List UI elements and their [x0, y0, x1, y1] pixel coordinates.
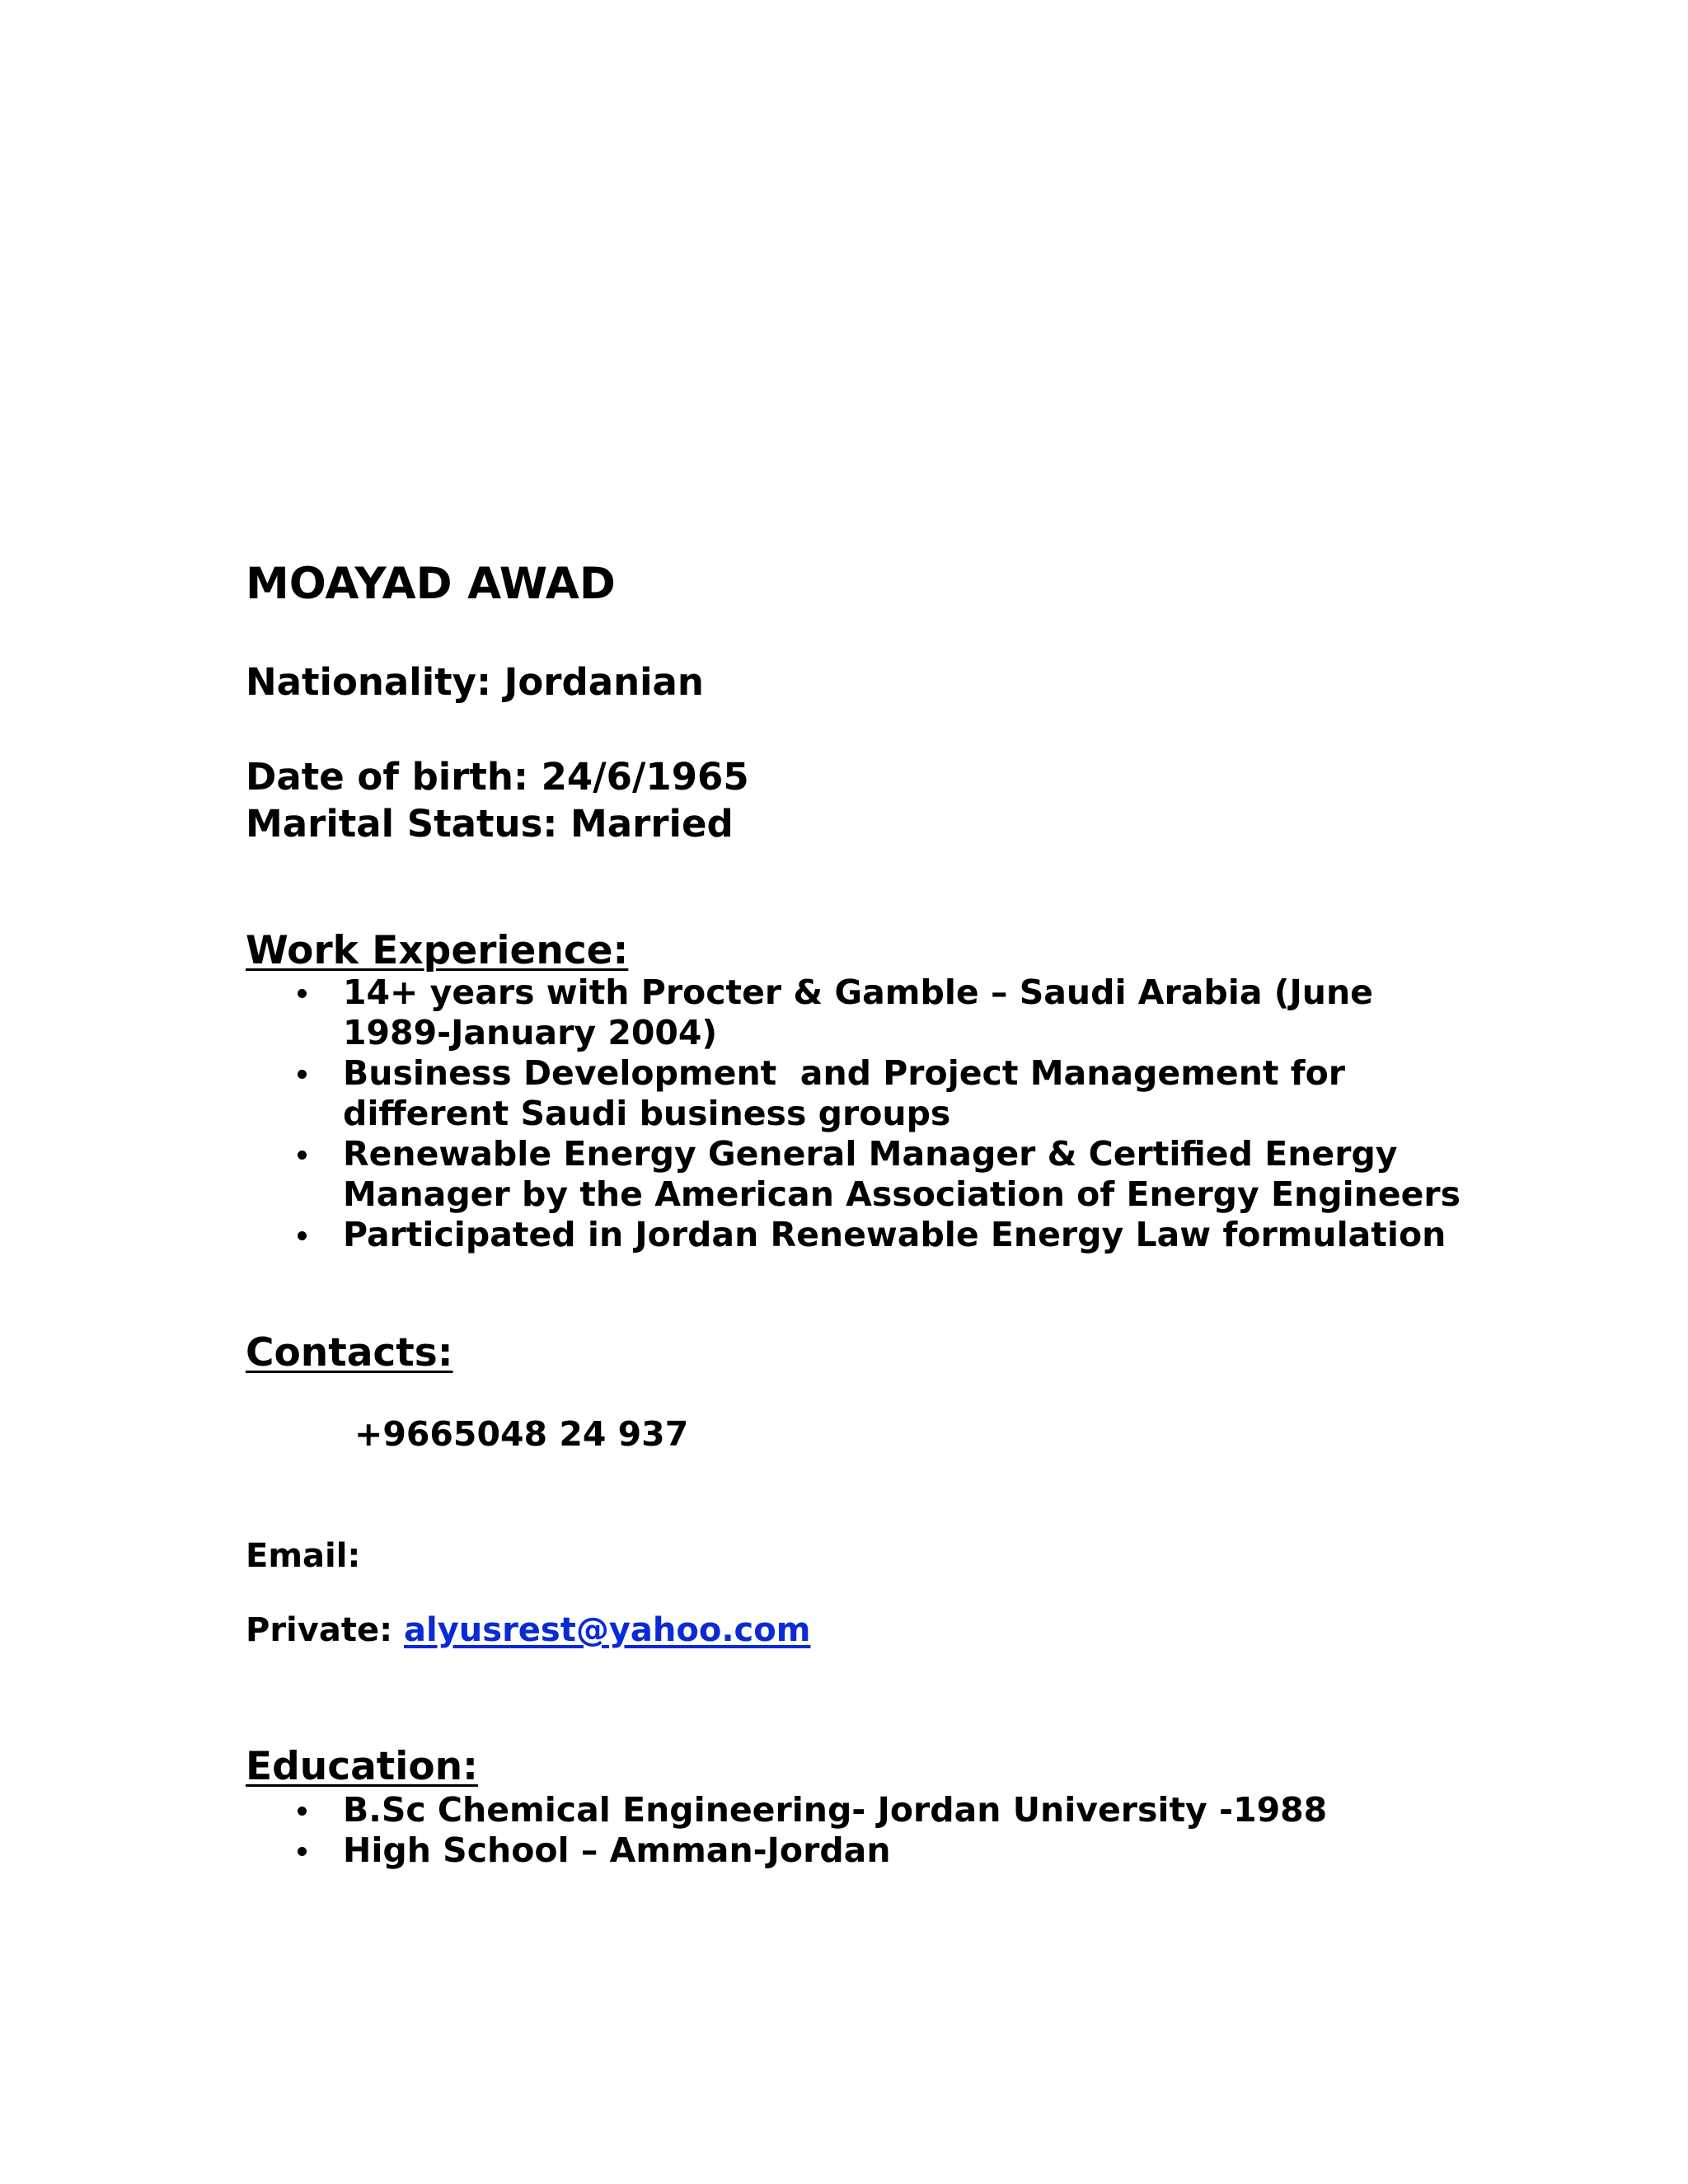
work-experience-list — [246, 972, 1461, 1255]
list-item-line: Participated in Jordan Renewable Energy Law formulation — [343, 1215, 1447, 1254]
date-of-birth: Date of birth: 24/6/1965 — [246, 755, 749, 799]
list-item — [246, 1790, 1327, 1830]
list-item-line: 1989-January 2004) — [343, 1013, 718, 1052]
private-label: Private: — [246, 1611, 404, 1649]
list-item — [246, 1134, 1461, 1215]
private-email-link[interactable]: alyusrest@yahoo.com — [404, 1611, 811, 1649]
list-item-line: High School – Amman-Jordan — [343, 1830, 891, 1870]
marital-status: Marital Status: Married — [246, 802, 734, 846]
bullet-icon — [298, 1847, 307, 1856]
work-experience-heading: Work Experience: — [246, 928, 629, 973]
list-item-line: Business Development and Project Management for — [343, 1053, 1346, 1093]
list-item-line: Manager by the American Association of Energy Engineers — [343, 1174, 1461, 1214]
education-heading: Education: — [246, 1744, 478, 1789]
phone-number: +9665048 24 937 — [354, 1414, 689, 1454]
bullet-icon — [298, 1070, 307, 1079]
list-item — [246, 1215, 1461, 1255]
list-item-line: 14+ years with Procter & Gamble – Saudi Arabia (June — [343, 972, 1373, 1012]
nationality: Nationality: Jordanian — [246, 660, 704, 704]
contacts-heading: Contacts: — [246, 1330, 453, 1376]
list-item — [246, 1053, 1461, 1134]
bullet-icon — [298, 1151, 307, 1160]
list-item — [246, 972, 1461, 1053]
private-email-line — [246, 1609, 810, 1652]
bullet-icon — [298, 1231, 307, 1240]
list-item-line: different Saudi business groups — [343, 1094, 951, 1133]
bullet-icon — [298, 1807, 307, 1816]
education-list — [246, 1790, 1327, 1871]
list-item-line: Renewable Energy General Manager & Certified Energy — [343, 1134, 1398, 1174]
bullet-icon — [298, 989, 307, 998]
email-label: Email: — [246, 1537, 361, 1575]
person-name: MOAYAD AWAD — [246, 559, 616, 609]
list-item — [246, 1830, 1327, 1871]
list-item-line: B.Sc Chemical Engineering- Jordan University -1988 — [343, 1790, 1328, 1830]
